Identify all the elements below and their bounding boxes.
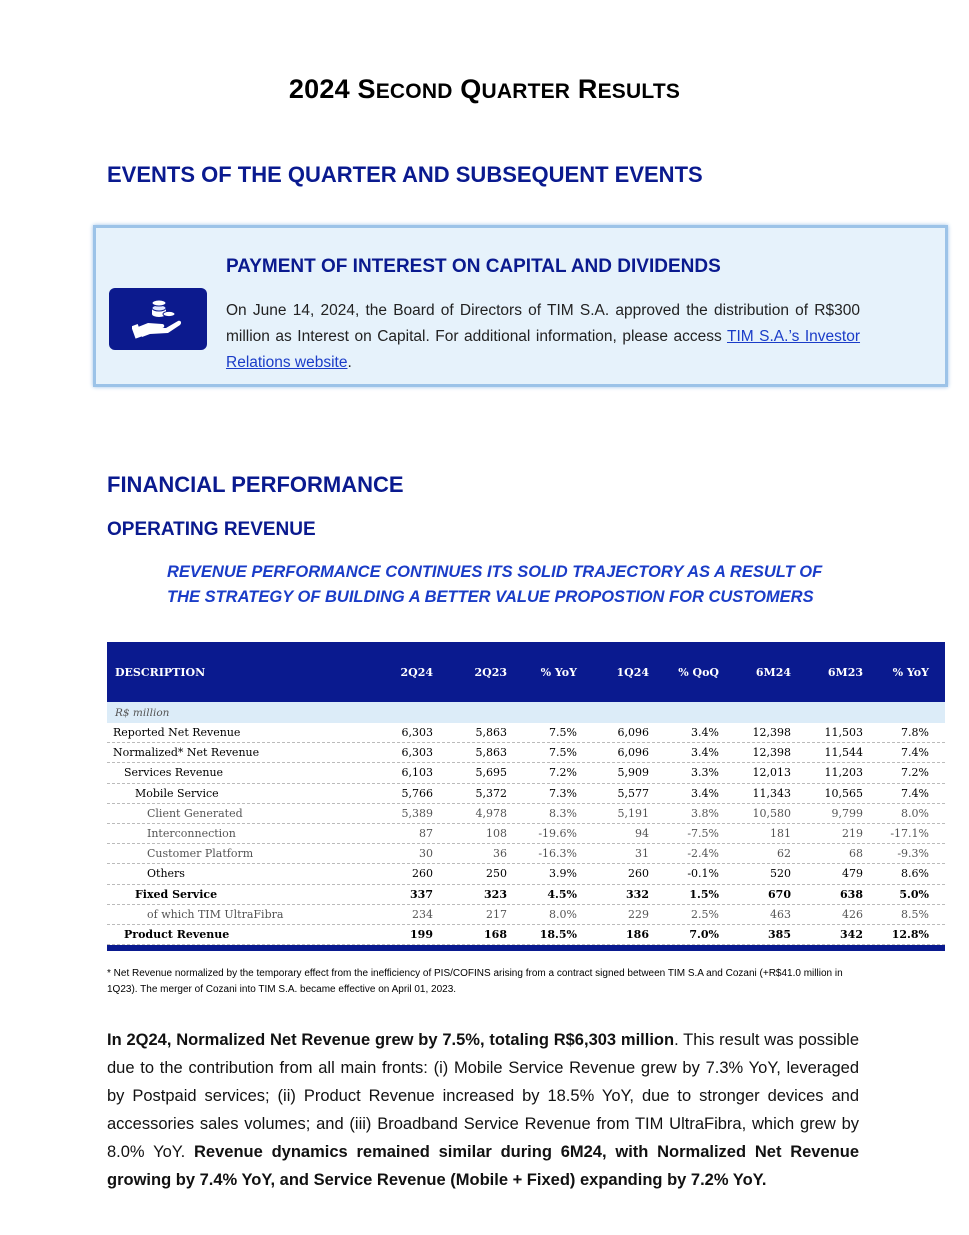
row-value: 8.0% bbox=[549, 907, 577, 921]
row-label: Fixed Service bbox=[135, 887, 218, 901]
row-value: 3.3% bbox=[691, 766, 719, 780]
table-row bbox=[107, 844, 945, 864]
row-value: 520 bbox=[770, 867, 791, 881]
row-label: Customer Platform bbox=[147, 847, 254, 861]
row-value: 217 bbox=[486, 907, 507, 921]
row-value: 12,398 bbox=[752, 746, 791, 760]
row-value: 7.5% bbox=[549, 746, 577, 760]
row-value: 7.5% bbox=[549, 726, 577, 740]
row-value: 30 bbox=[419, 847, 433, 861]
row-value: 4,978 bbox=[475, 806, 507, 820]
row-value: 385 bbox=[768, 927, 791, 941]
row-value: 12.8% bbox=[891, 927, 929, 941]
row-value: 68 bbox=[849, 847, 863, 861]
row-value: 337 bbox=[410, 887, 433, 901]
events-heading: EVENTS OF THE QUARTER AND SUBSEQUENT EVENTS bbox=[107, 162, 703, 187]
row-value: 2.5% bbox=[691, 907, 719, 921]
row-value: 7.4% bbox=[901, 786, 929, 800]
footnote: * Net Revenue normalized by the temporary effect from the inefficiency of PIS/COFINS arising from a contract signed between TIM S.A and Cozani (+R$41.0 million in 1Q23). The merger of Cozani into TIM S.A. became effective on April 01, 2023. bbox=[107, 968, 843, 995]
row-value: 332 bbox=[626, 887, 649, 901]
row-value: 11,343 bbox=[752, 786, 791, 800]
row-label: Mobile Service bbox=[135, 786, 219, 800]
row-value: 6,303 bbox=[401, 746, 433, 760]
row-value: 250 bbox=[486, 867, 507, 881]
row-value: 6,103 bbox=[401, 766, 433, 780]
row-value: 6,096 bbox=[617, 746, 649, 760]
row-value: 479 bbox=[842, 867, 863, 881]
row-value: 31 bbox=[635, 847, 649, 861]
row-value: 7.4% bbox=[901, 746, 929, 760]
table-row bbox=[107, 743, 945, 763]
row-value: -7.5% bbox=[687, 827, 719, 841]
event-box bbox=[93, 225, 948, 387]
row-value: 18.5% bbox=[539, 927, 577, 941]
revenue-table bbox=[107, 642, 945, 951]
row-value: 5,863 bbox=[475, 726, 507, 740]
table-bottom-rule bbox=[107, 945, 945, 951]
row-value: 7.0% bbox=[689, 927, 719, 941]
summary-paragraph: In 2Q24, Normalized Net Revenue grew by 7.5%, totaling R$6,303 million. This result was possible due to the contribution from all main fronts: (i) Mobile Service Revenue grew by 7.3% YoY, leveraged by Postpaid services; (ii) Product Revenue increased by 18.5% YoY, due to stronger devices and accessories sales volumes; and (iii) Broadband Service Revenue from TIM UltraFibra, which grew by 8.0% YoY. Revenue dynamics remained similar during 6M24, with Normalized Net Revenue growing by 7.4% YoY, and Service Revenue (Mobile + Fixed) expanding by 7.2% YoY. bbox=[107, 1031, 859, 1189]
row-label: Product Revenue bbox=[124, 927, 230, 941]
row-value: 5,372 bbox=[475, 786, 507, 800]
table-row bbox=[107, 885, 945, 905]
row-value: 7.2% bbox=[901, 766, 929, 780]
row-value: 8.6% bbox=[901, 867, 929, 881]
row-value: 36 bbox=[493, 847, 507, 861]
row-value: 3.8% bbox=[691, 806, 719, 820]
row-value: 670 bbox=[768, 887, 791, 901]
row-value: 94 bbox=[635, 827, 649, 841]
row-value: 11,544 bbox=[824, 746, 863, 760]
row-value: 638 bbox=[840, 887, 863, 901]
row-value: -2.4% bbox=[687, 847, 719, 861]
table-row bbox=[107, 784, 945, 804]
row-label: Client Generated bbox=[147, 806, 243, 820]
row-value: -17.1% bbox=[890, 827, 929, 841]
row-value: 5.0% bbox=[899, 887, 929, 901]
row-value: 62 bbox=[777, 847, 791, 861]
row-value: 1.5% bbox=[689, 887, 719, 901]
table-row bbox=[107, 824, 945, 844]
row-value: 87 bbox=[419, 827, 433, 841]
row-label: Services Revenue bbox=[124, 766, 224, 780]
row-value: 10,580 bbox=[752, 806, 791, 820]
row-value: 323 bbox=[484, 887, 507, 901]
row-value: 8.0% bbox=[901, 806, 929, 820]
row-value: 342 bbox=[840, 927, 863, 941]
row-value: 219 bbox=[842, 827, 863, 841]
row-value: 5,695 bbox=[475, 766, 507, 780]
row-value: 8.5% bbox=[901, 907, 929, 921]
table-row bbox=[107, 905, 945, 925]
row-value: 168 bbox=[484, 927, 507, 941]
row-value: 7.3% bbox=[549, 786, 577, 800]
page-title: 2024 SECOND QUARTER RESULTS bbox=[288, 74, 681, 104]
row-value: 11,203 bbox=[824, 766, 863, 780]
table-row bbox=[107, 925, 945, 945]
row-label: Normalized* Net Revenue bbox=[113, 746, 260, 760]
table-row bbox=[107, 804, 945, 824]
table-body bbox=[107, 723, 945, 945]
row-value: 10,565 bbox=[824, 786, 863, 800]
row-value: 181 bbox=[770, 827, 791, 841]
row-value: 7.2% bbox=[549, 766, 577, 780]
row-value: 12,398 bbox=[752, 726, 791, 740]
row-value: 3.9% bbox=[549, 867, 577, 881]
row-value: 108 bbox=[486, 827, 507, 841]
row-value: -9.3% bbox=[897, 847, 929, 861]
row-value: 5,577 bbox=[617, 786, 649, 800]
row-label: Interconnection bbox=[147, 827, 236, 841]
row-label: of which TIM UltraFibra bbox=[147, 907, 284, 921]
row-value: 12,013 bbox=[752, 766, 791, 780]
row-value: 186 bbox=[626, 927, 649, 941]
row-value: 5,389 bbox=[401, 806, 433, 820]
table-row bbox=[107, 763, 945, 783]
row-value: 3.4% bbox=[691, 726, 719, 740]
row-value: 199 bbox=[410, 927, 433, 941]
unit-row: R$ million bbox=[107, 702, 945, 723]
row-value: 5,909 bbox=[617, 766, 649, 780]
row-value: 9,799 bbox=[831, 806, 863, 820]
row-value: 4.5% bbox=[547, 887, 577, 901]
row-value: 229 bbox=[628, 907, 649, 921]
row-value: 11,503 bbox=[824, 726, 863, 740]
row-value: 3.4% bbox=[691, 786, 719, 800]
row-label: Others bbox=[147, 867, 185, 881]
row-value: 3.4% bbox=[691, 746, 719, 760]
row-value: 426 bbox=[842, 907, 863, 921]
row-value: 6,303 bbox=[401, 726, 433, 740]
row-value: 7.8% bbox=[901, 726, 929, 740]
row-value: 8.3% bbox=[549, 806, 577, 820]
row-value: 260 bbox=[628, 867, 649, 881]
coins-hand-icon bbox=[109, 288, 207, 350]
row-value: 5,863 bbox=[475, 746, 507, 760]
section-subtitle: REVENUE PERFORMANCE CONTINUES ITS SOLID TRAJECTORY AS A RESULT OF THE STRATEGY OF BUILDING A BETTER VALUE PROPOSTION FOR CUSTOMERS bbox=[167, 563, 823, 606]
row-label: Reported Net Revenue bbox=[113, 726, 241, 740]
table-row bbox=[107, 864, 945, 884]
table-row bbox=[107, 723, 945, 743]
financial-heading: FINANCIAL PERFORMANCE bbox=[107, 472, 404, 497]
event-title: PAYMENT OF INTEREST ON CAPITAL AND DIVIDENDS bbox=[226, 256, 721, 277]
table-header: DESCRIPTION 2Q24 2Q23 % YoY 1Q24 % QoQ 6M24 6M23 % YoY bbox=[107, 642, 945, 702]
row-value: -19.6% bbox=[538, 827, 577, 841]
investor-relations-link[interactable]: TIM S.A.’s Investor Relations website bbox=[226, 328, 861, 371]
row-value: 5,191 bbox=[617, 806, 649, 820]
operating-heading: OPERATING REVENUE bbox=[107, 519, 316, 540]
row-value: 234 bbox=[412, 907, 433, 921]
row-value: 6,096 bbox=[617, 726, 649, 740]
row-value: -0.1% bbox=[687, 867, 719, 881]
row-value: 463 bbox=[770, 907, 791, 921]
row-value: 5,766 bbox=[401, 786, 433, 800]
row-value: -16.3% bbox=[538, 847, 577, 861]
event-text: On June 14, 2024, the Board of Directors of TIM S.A. approved the distribution of R$300 million as Interest on Capital. For additional information, please access TIM S.A.’s Investor Relations website. bbox=[226, 302, 861, 371]
row-value: 260 bbox=[412, 867, 433, 881]
